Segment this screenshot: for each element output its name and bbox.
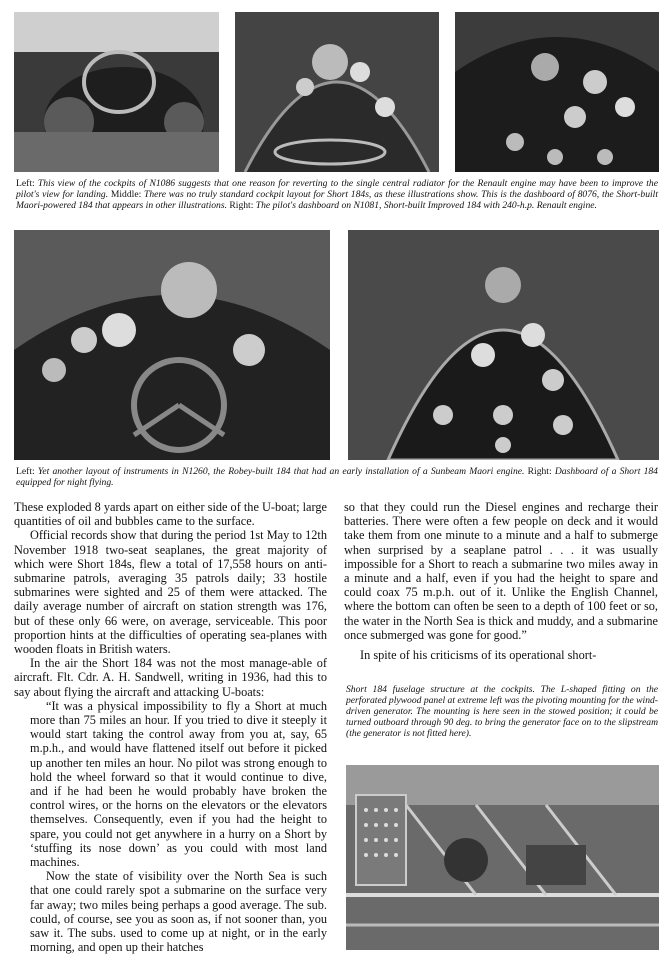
instrument-layout-photo-image (14, 230, 330, 460)
article-quote-paragraph: “It was a physical impossibility to fly a Short at much more than 75 miles an hour. If you tried to dive it steeply it would start taking the control away from you at, say, 65 m.p.h., and would have flattened itself out before it picked up another ten miles an hour. No pilot was strong enough to hold the wheel forward so that it would continue to dive, and if he had been he would probably have broken the control wires, or the horns on the elevators or the elevators themselves. Consequently, even if you had the height to spare, you could not get anywhere in a hurry on a Short by ‘stuffing its nose down’ as you could with most land machines. (30, 698, 327, 870)
article-paragraph: In the air the Short 184 was not the most manage-able of aircraft. Flt. Cdr. A. H. Sandwell, writing in 1936, had this to say about flying the aircraft and attacking U-boats: (14, 656, 327, 699)
article-left-column (14, 500, 327, 955)
middle-photo-caption (16, 466, 658, 488)
photo-mid-left (14, 230, 330, 460)
fuselage-structure-photo-image (346, 765, 659, 950)
caption-right-text: The pilot's dashboard on N1081, Short-built Improved 184 with 240-h.p. Renault engine. (255, 200, 597, 211)
cockpit-photo-image (14, 12, 219, 172)
night-flying-dashboard-photo-image (348, 230, 659, 460)
article-quote-paragraph: Now the state of visibility over the North Sea is such that one could rarely spot a submarine on the surface very far away; two miles being perhaps a good average. The sub. could, of course, see you as soon as, if not sooner than, you saw it. The subs. used to come up at night, or in the early morning, and open up their hatches (30, 869, 327, 955)
photo-mid-right (348, 230, 659, 460)
caption-left-label: Left: (16, 178, 35, 189)
caption-left-text: This view of the cockpits of N1086 suggests that one reason for reverting to the single central radiator for the Renault engine may have been to improve the pilot's view for landing. (16, 178, 658, 200)
photo-top-left (14, 12, 219, 172)
caption-right-label: Right: (527, 466, 552, 477)
article-paragraph: These exploded 8 yards apart on either side of the U-boat; large quantities of oil and bubbles came to the surface. (14, 500, 327, 529)
article-paragraph: so that they could run the Diesel engines and recharge their batteries. There were often a few people on deck and it would take them from one minute to a minute and a half to submerge when surprised by a seaplane patrol . . . it was usually impossible for a Short to reach a submarine two miles away in a minute and a half, even if you had the height to spare and could coax 75 m.p.h. out of it. Unlike the English Channel, where the bottom can often be seen to a depth of 100 feet or so, the water in the North Sea is thick and muddy, and a submarine once submerged was gone for good.” (344, 500, 658, 642)
fuselage-photo-caption: Short 184 fuselage structure at the cockpits. The L-shaped fitting on the perforated plywood panel at extreme left was the pivoting mounting for the wind-driven generator. The mounting is here seen in the stowed position; it could be turned outboard through 90 deg. to bring the generator face on to the slipstream (the generator is not fitted here). (346, 684, 658, 739)
caption-left-text: Yet another layout of instruments in N1260, the Robey-built 184 that had an early installation of a Sunbeam Maori engine. (37, 466, 525, 477)
caption-middle-label: Middle: (110, 189, 142, 200)
caption-left-label: Left: (16, 466, 35, 477)
article-paragraph: In spite of his criticisms of its operational short- (360, 648, 597, 663)
article-right-column (344, 500, 658, 662)
caption-right-text: Dashboard of a Short 184 equipped for night flying. (16, 466, 658, 488)
photo-bottom-right (346, 765, 659, 950)
caption-middle-text: There was no truly standard cockpit layout for Short 184s, as these illustrations show. This is the dashboard of 8076, the Short-built Maori-powered 184 that appears in other illustrations. (16, 189, 658, 211)
photo-top-middle (235, 12, 439, 172)
dashboard-photo-image (235, 12, 439, 172)
caption-right-label: Right: (229, 200, 254, 211)
dashboard-photo-image (455, 12, 659, 172)
article-paragraph: Official records show that during the period 1st May to 12th November 1918 two-seat seaplanes, the great majority of which were Short 184s, flew a total of 17,558 hours on anti-submarine patrols, averaging 35 patrols daily; 33 hostile submarines were sighted and 25 of them were attacked. The daily average number of aircraft on station strength was 176, but of these only 66 were, on average, serviceable. This poor proportion hints at the difficulties of operating sea-planes with wooden floats in British waters. (14, 528, 327, 657)
photo-top-right (455, 12, 659, 172)
top-photo-caption (16, 178, 658, 211)
